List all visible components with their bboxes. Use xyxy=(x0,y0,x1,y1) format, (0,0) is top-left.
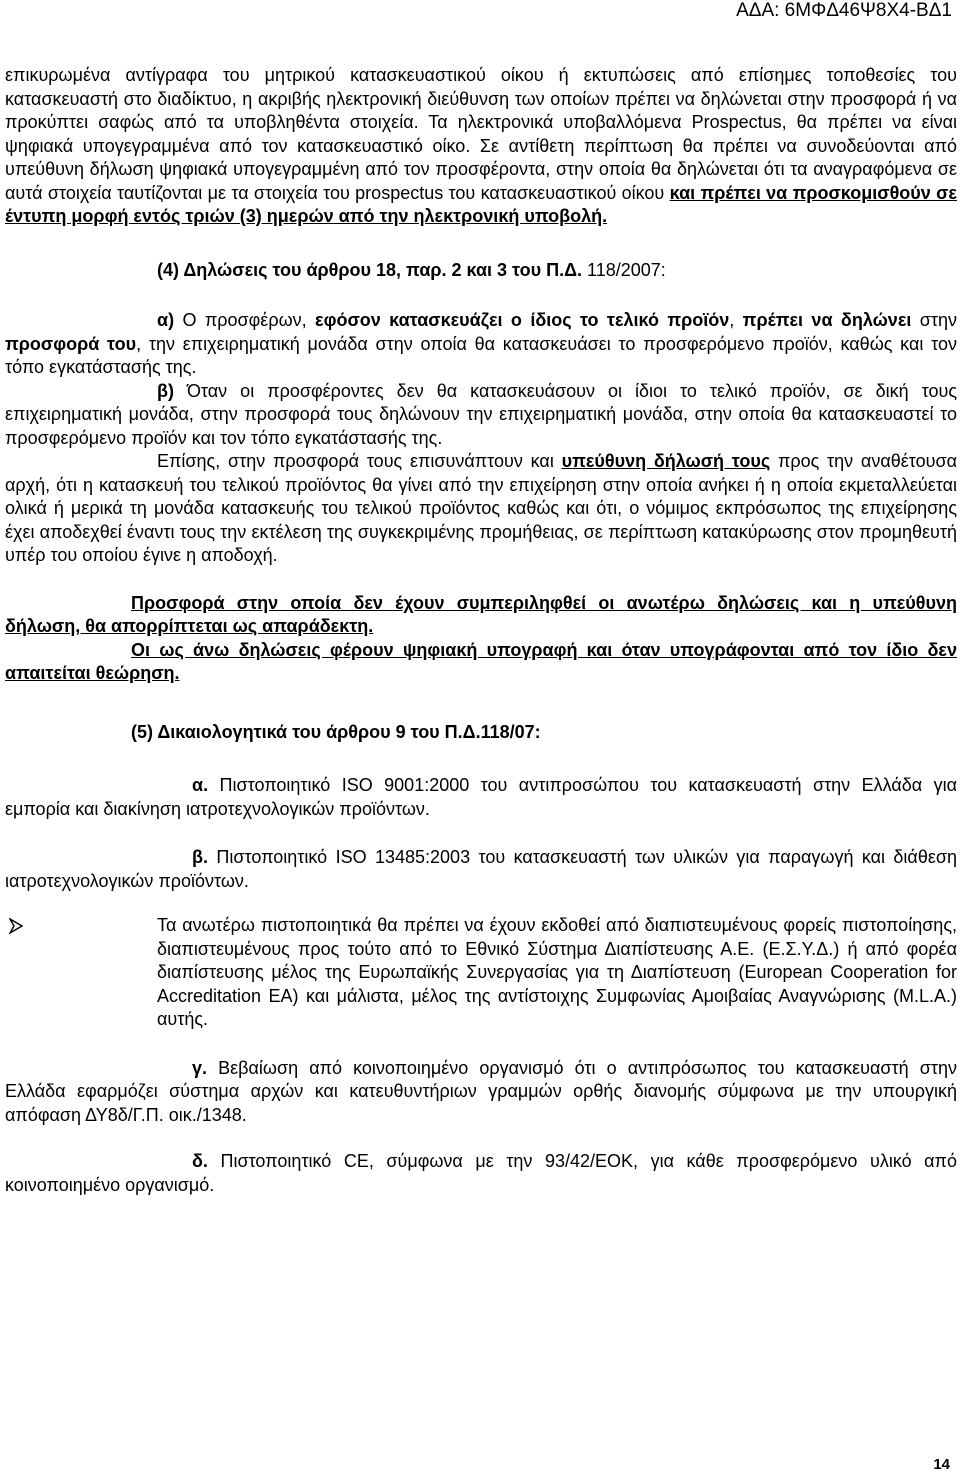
notice-signature: Οι ως άνω δηλώσεις φέρουν ψηφιακή υπογραφή και όταν υπογράφονται από τον ίδιο δεν απαιτείται θεώρηση. xyxy=(5,639,957,683)
document-id: ΑΔΑ: 6ΜΦΔ46Ψ8Χ4-ΒΔ1 xyxy=(736,0,952,21)
intro-text: επικυρωμένα αντίγραφα του μητρικού κατασκευαστικού οίκου ή εκτυπώσεις από επίσημες τοποθεσίες του κατασκευαστή στο διαδίκτυο, η ακριβής ηλεκτρονική διεύθυνση των οποίων πρέπει να δηλώνεται στην προσφορά ή να προκύπτει σαφώς από τα υποβληθέντα στοιχεία. Τα ηλεκτρονικά υποβαλλόμενα Prospectus, θα πρέπει να είναι ψηφιακά υπογεγραμμένα από τον κατασκευαστικό οίκο. Σε αντίθετη περίπτωση θα πρέπει να συνοδεύονται από υπεύθυνη δήλωση ψηφιακά υπογεγραμμένη από τον προσφέροντα, στην οποία θα δηλώνεται ότι τα αναγραφόμενα σε αυτά στοιχεία ταυτίζονται με τα στοιχεία του prospectus του κατασκευαστικού οίκου xyxy=(5,65,957,203)
page-number: 14 xyxy=(933,1456,950,1473)
notice-rejection: Προσφορά στην οποία δεν έχουν συμπεριληφθεί οι ανωτέρω δηλώσεις και η υπεύθυνη δήλωση, θα απορρίπτεται ως απαράδεκτη. xyxy=(5,592,957,636)
section5-item-b: β. Πιστοποιητικό ISO 13485:2003 του κατασκευαστή των υλικών για παραγωγή και διάθεση ιατροτεχνολογικών προϊόντων. xyxy=(5,847,957,891)
accreditation-bullet xyxy=(5,914,957,1032)
section5-item-a: α. Πιστοποιητικό ISO 9001:2000 του αντιπροσώπου του κατασκευαστή στην Ελλάδα για εμπορία και διακίνηση ιατροτεχνολογικών προϊόντων. xyxy=(5,775,957,819)
arrowhead-bullet-icon xyxy=(5,914,157,1032)
intro-paragraph xyxy=(5,64,957,229)
intro-bold-requirement: και πρέπει να προσκομισθούν σε έντυπη μορφή εντός τριών (3) ημερών από την ηλεκτρονική υποβολή. xyxy=(5,182,957,226)
section5-item-d: δ. Πιστοποιητικό CE, σύμφωνα με την 93/42/ΕΟΚ, για κάθε προσφερόμενο υλικό από κοινοποιημένο οργανισμό. xyxy=(5,1151,957,1195)
section4-item-c: Επίσης, στην προσφορά τους επισυνάπτουν και υπεύθυνη δήλωσή τους προς την αναθέτουσα αρχή, ότι η κατασκευή του τελικού προϊόντος θα γίνει από την επιχείρηση στην οποία ανήκει ή η οποία εκμεταλλεύεται ολικά ή μερικά τη μονάδα κατασκευής του τελικού προϊόντος καθώς και ότι, ο νόμιμος εκπρόσωπος της επιχείρησης έχει αποδεχθεί έναντι τους την εκτέλεση της συγκεκριμένης προμήθειας, σε περίπτωση κατακύρωσης στον προμηθευτή υπέρ του οποίου έγινε η αποδοχή. xyxy=(5,451,957,565)
section5-heading: (5) Δικαιολογητικά του άρθρου 9 του Π.Δ.118/07: xyxy=(131,721,541,742)
accreditation-text: Τα ανωτέρω πιστοποιητικά θα πρέπει να έχουν εκδοθεί από διαπιστευμένους φορείς πιστοποίησης, διαπιστευμένους προς τούτο από το Εθνικό Σύστημα Διαπίστευσης Α.Ε. (Ε.Σ.Υ.Δ.) ή από φορέα διαπίστευσης μέλος της Ευρωπαϊκής Συνεργασίας για τη Διαπίστευση (European Cooperation for Accreditation EA) και μάλιστα, μέλος της αντίστοιχης Συμφωνίας Αμοιβαίας Αναγνώρισης (M.L.A.) αυτής. xyxy=(157,915,957,1029)
section4-item-b: β) Όταν οι προσφέροντες δεν θα κατασκευάσουν οι ίδιοι το τελικό προϊόν, σε δική τους επιχειρηματική μονάδα, στην προσφορά τους δηλώνουν την επιχειρηματική μονάδα, στην οποία θα κατασκευαστεί το προσφερόμενο προϊόν και τον τόπο εγκατάστασής της. xyxy=(5,380,957,448)
section4-heading: (4) Δηλώσεις του άρθρου 18, παρ. 2 και 3 του Π.Δ. 118/2007: xyxy=(157,259,666,280)
section4-item-a: α) Ο προσφέρων, εφόσον κατασκευάζει ο ίδιος το τελικό προϊόν, πρέπει να δηλώνει στην προσφορά του, την επιχειρηματική μονάδα στην οποία θα κατασκευάσει το προσφερόμενο προϊόν, καθώς και τον τόπο εγκατάστασής της. xyxy=(5,310,958,377)
document-body xyxy=(5,64,957,1197)
section5-item-c: γ. Βεβαίωση από κοινοποιημένο οργανισμό ότι ο αντιπρόσωπος του κατασκευαστή στην Ελλάδα εφαρμόζει σύστημα αρχών και κατευθυντήριων γραμμών ορθής διανομής σύμφωνα με την υπουργική απόφαση ΔΥ8δ/Γ.Π. οικ./1348. xyxy=(5,1057,957,1125)
